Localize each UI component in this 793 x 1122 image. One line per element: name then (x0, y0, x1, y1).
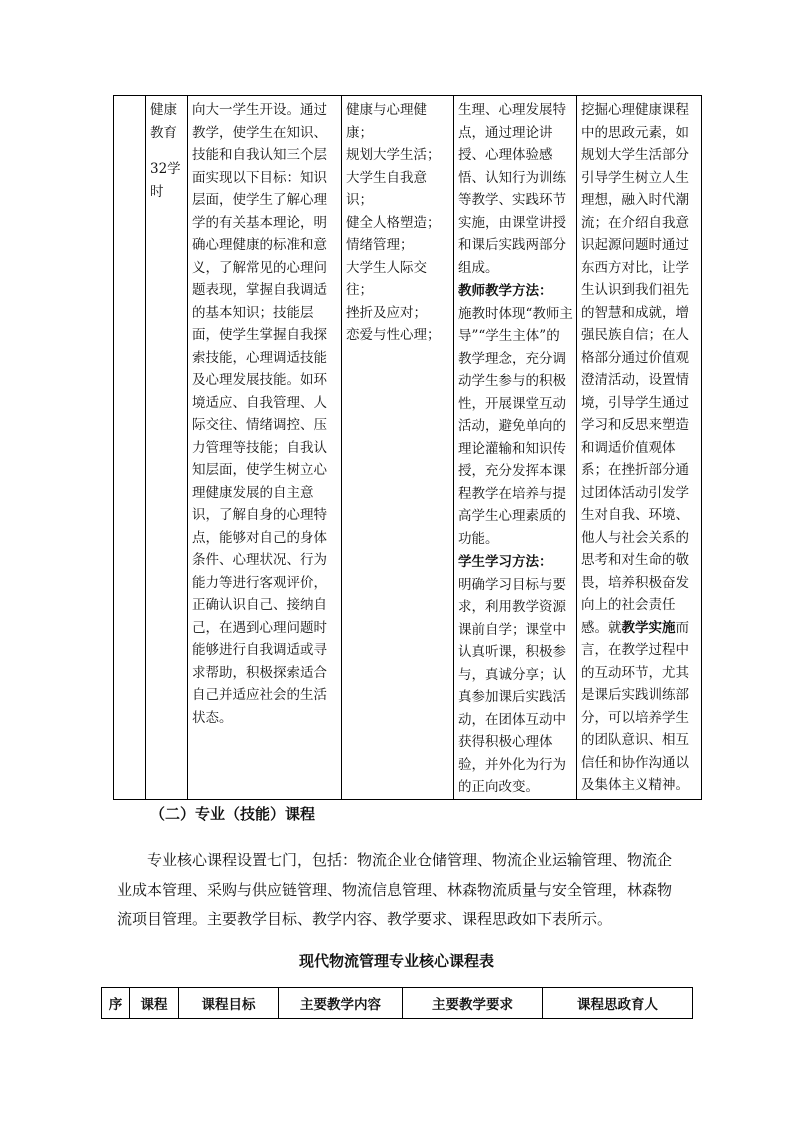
content-item: 大学生人际交往； (346, 259, 427, 298)
content-item: 健康与心理健康； (346, 102, 427, 141)
ideological-text-part1: 挖掘心理健康课程中的思政元素，如规划大学生活部分引导学生树立人生理想，融入时代潮流；在介绍自我意识起源问题时通过东西方对比，让学生认识到我们祖先的智慧和成就，增强民族自信；在人格部分通过价值观澄清活动，设置情境，引导学生通过学习和反思来塑造和调适价值观体系；在挫折部分通过团体活动引发学生对自我、环境、他人与社会关系的思考和对生命的敬畏，培养积极奋发向上的社会责任感。就 (581, 102, 689, 636)
header-seq: 序 (102, 988, 130, 1019)
teacher-method-text: 施教时体现“教师主导”“学生主体”的教学理念，充分调动学生参与的积极性，开展课堂互动活动，避免单向的理论灌输和知识传授，充分发挥本课程教学在培养与提高学生心理素质的功能。 (458, 305, 573, 547)
core-course-table (101, 987, 693, 1019)
continued-course-table (113, 95, 702, 800)
header-content: 主要教学内容 (279, 988, 403, 1019)
content-cell (342, 96, 454, 800)
content-item: 恋爱与性心理； (346, 327, 441, 343)
content-item: 情绪管理； (346, 237, 414, 253)
student-method-label: 学生学习方法： (458, 554, 553, 570)
course-name: 健康教育 (150, 102, 177, 141)
teacher-method-label: 教师教学方法： (458, 283, 553, 299)
requirement-cell (454, 96, 577, 800)
header-goal: 课程目标 (179, 988, 279, 1019)
section-heading: （二）专业（技能）课程 (150, 805, 316, 823)
ideological-text-part2: 而言，在教学过程中的互动环节，尤其是课后实践训练部分，可以培养学生的团队意识、相互信任和协作沟通以及集体主义精神。 (581, 619, 689, 793)
requirement-intro: 生理、心理发展特点，通过理论讲授、心理体验感悟、认知行为训练等教学、实践环节实施，由课堂讲授和课后实践两部分组成。 (458, 102, 566, 276)
course-cell (146, 96, 188, 800)
body-paragraph: 专业核心课程设置七门，包括：物流企业仓储管理、物流企业运输管理、物流企业成本管理、采购与供应链管理、物流信息管理、林森物流质量与安全管理，林森物流项目管理。主要教学目标、教学内容、教学要求、课程思政如下表所示。 (117, 851, 673, 928)
table-header-row (102, 988, 693, 1019)
table-title: 现代物流管理专业核心课程表 (298, 952, 494, 970)
goal-cell: 向大一学生开设。通过教学，使学生在知识、技能和自我认知三个层面实现以下目标：知识层面，使学生了解心理学的有关基本理论，明确心理健康的标准和意义，了解常见的心理问题表现，掌握自我调适的基本知识；技能层面，使学生掌握自我探索技能，心理调适技能及心理发展技能。如环境适应、自我管理、人际交往、情绪调控、压力管理等技能；自我认知层面，使学生树立心理健康发展的自主意识，了解自身的心理特点，能够对自己的身体条件、心理状况、行为能力等进行客观评价，正确认识自己、接纳自己，在遇到心理问题时能够进行自我调适或寻求帮助，积极探索适合自己并适应社会的生活状态。 (188, 96, 342, 800)
course-hours: 32学时 (150, 161, 181, 200)
content-item: 健全人格塑造； (346, 214, 441, 231)
seq-cell (114, 96, 146, 800)
student-method-text: 明确学习目标与要求，利用教学资源课前自学；课堂中认真听课，积极参与，真诚分享；认真参加课后实践活动，在团体互动中获得积极心理体验，并外化为行为的正向改变。 (458, 576, 566, 795)
ideological-cell (577, 96, 702, 800)
header-ideological: 课程思政育人 (543, 988, 693, 1019)
ideological-bold-term: 教学实施 (621, 619, 676, 636)
header-course: 课程 (130, 988, 179, 1019)
header-requirement: 主要教学要求 (403, 988, 543, 1019)
content-item: 大学生自我意识； (346, 169, 427, 208)
content-item: 挫折及应对； (346, 304, 427, 321)
content-item: 规划大学生活； (346, 147, 441, 163)
table-row (114, 96, 702, 800)
